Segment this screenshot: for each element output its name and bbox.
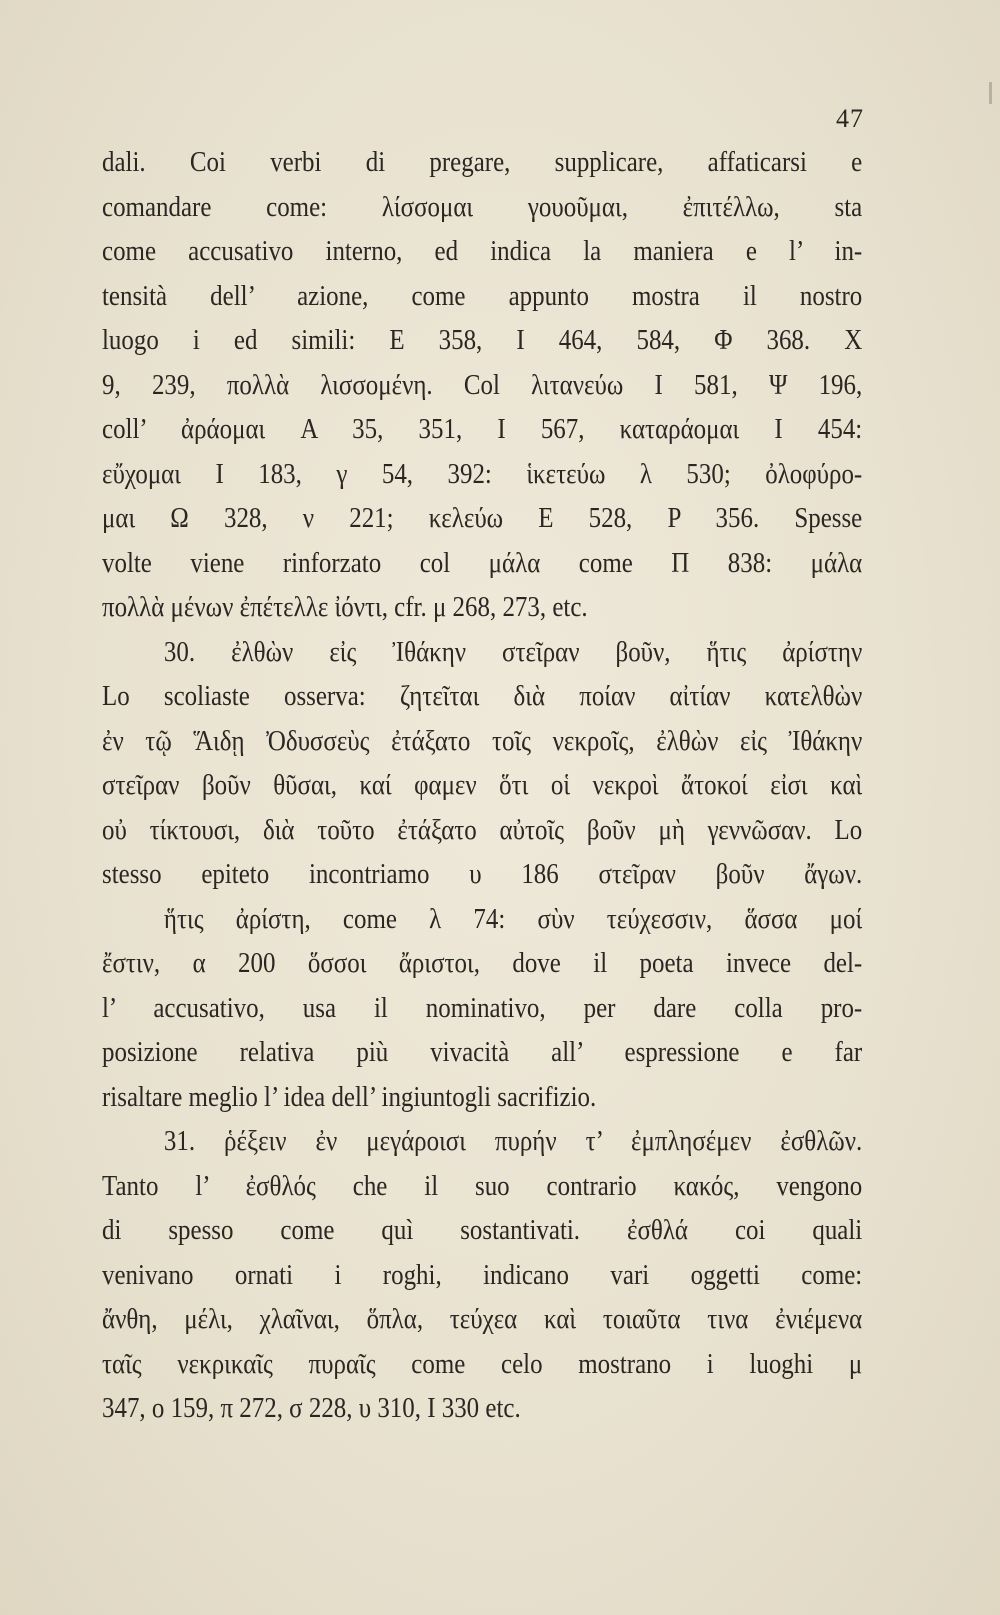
page-edge-mark bbox=[989, 82, 992, 104]
text-line: 31. ῥέξειν ἐν μεγάροισι πυρήν τ’ ἐμπλησέμεν ἐσθλῶν. bbox=[163, 1125, 863, 1157]
text-line: coll’ ἀράομαι A 35, 351, I 567, καταράομαι I 454: bbox=[102, 413, 863, 445]
text-line: οὐ τίκτουσι, διὰ τοῦτο ἐτάξατο αὐτοῖς βοῦν μὴ γεννῶσαν. Lo bbox=[102, 813, 863, 846]
text-line: πολλὰ μένων ἐπέτελλε ἰόντι, cfr. μ 268, 273, etc. bbox=[102, 591, 588, 623]
text-line: 347, ο 159, π 272, σ 228, υ 310, I 330 etc. bbox=[102, 1392, 521, 1424]
text-line: 30. ἐλθὼν εἰς Ἰθάκην στεῖραν βοῦν, ἥτις ἀρίστην bbox=[163, 635, 863, 668]
text-line: ἔστιν, α 200 ὅσσοι ἄριστοι, dove il poeta invece del- bbox=[102, 947, 863, 979]
text-line: μαι Ω 328, ν 221; κελεύω E 528, P 356. Spesse bbox=[102, 502, 863, 534]
text-line: comandare come: λίσσομαι γουοῦμαι, ἐπιτέλλω, sta bbox=[102, 190, 863, 223]
text-line: risaltare meglio l’ idea dell’ ingiuntogli sacrifizio. bbox=[102, 1080, 597, 1113]
text-line: 9, 239, πολλὰ λισσομένη. Col λιτανεύω I 581, Ψ 196, bbox=[102, 368, 863, 401]
text-line: Lo scoliaste osserva: ζητεῖται διὰ ποίαν αἰτίαν κατελθὼν bbox=[102, 680, 863, 712]
text-line: tensità dell’ azione, come appunto mostra il nostro bbox=[102, 279, 863, 312]
text-line: volte viene rinforzato col μάλα come Π 838: μάλα bbox=[102, 546, 863, 579]
text-line: l’ accusativo, usa il nominativo, per dare colla pro- bbox=[102, 991, 863, 1024]
text-line: venivano ornati i roghi, indicano vari oggetti come: bbox=[102, 1258, 863, 1291]
text-line: come accusativo interno, ed indica la maniera e l’ in- bbox=[102, 235, 863, 267]
body-text bbox=[102, 140, 862, 1431]
text-line: εὔχομαι I 183, γ 54, 392: ἱκετεύω λ 530; ὀλοφύρο- bbox=[102, 457, 863, 490]
text-line: luogo i ed simili: E 358, I 464, 584, Φ 368. X bbox=[102, 324, 863, 356]
text-line: Tanto l’ ἐσθλός che il suo contrario κακός, vengono bbox=[102, 1169, 863, 1202]
text-line: ἐν τῷ Ἅιδῃ Ὀδυσσεὺς ἐτάξατο τοῖς νεκροῖς, ἐλθὼν εἰς Ἰθάκην bbox=[102, 724, 863, 757]
page-number: 47 bbox=[836, 104, 864, 133]
text-line: di spesso come quì sostantivati. ἐσθλά coi quali bbox=[102, 1214, 863, 1246]
text-line: dali. Coi verbi di pregare, supplicare, affaticarsi e bbox=[102, 146, 863, 178]
text-line: στεῖραν βοῦν θῦσαι, καί φαμεν ὅτι οἱ νεκροὶ ἄτοκοί εἰσι καὶ bbox=[102, 769, 863, 801]
text-line: posizione relativa più vivacità all’ espressione e far bbox=[102, 1036, 863, 1068]
text-line: stesso epiteto incontriamo υ 186 στεῖραν βοῦν ἄγων. bbox=[102, 858, 863, 890]
text-line: ταῖς νεκρικαῖς πυραῖς come celo mostrano i luoghi μ bbox=[102, 1347, 863, 1380]
text-line: ἄνθη, μέλι, χλαῖναι, ὅπλα, τεύχεα καὶ τοιαῦτα τινα ἐνιέμενα bbox=[102, 1303, 863, 1335]
text-line: ἥτις ἀρίστη, come λ 74: σὺν τεύχεσσιν, ἅσσα μοί bbox=[163, 902, 863, 935]
